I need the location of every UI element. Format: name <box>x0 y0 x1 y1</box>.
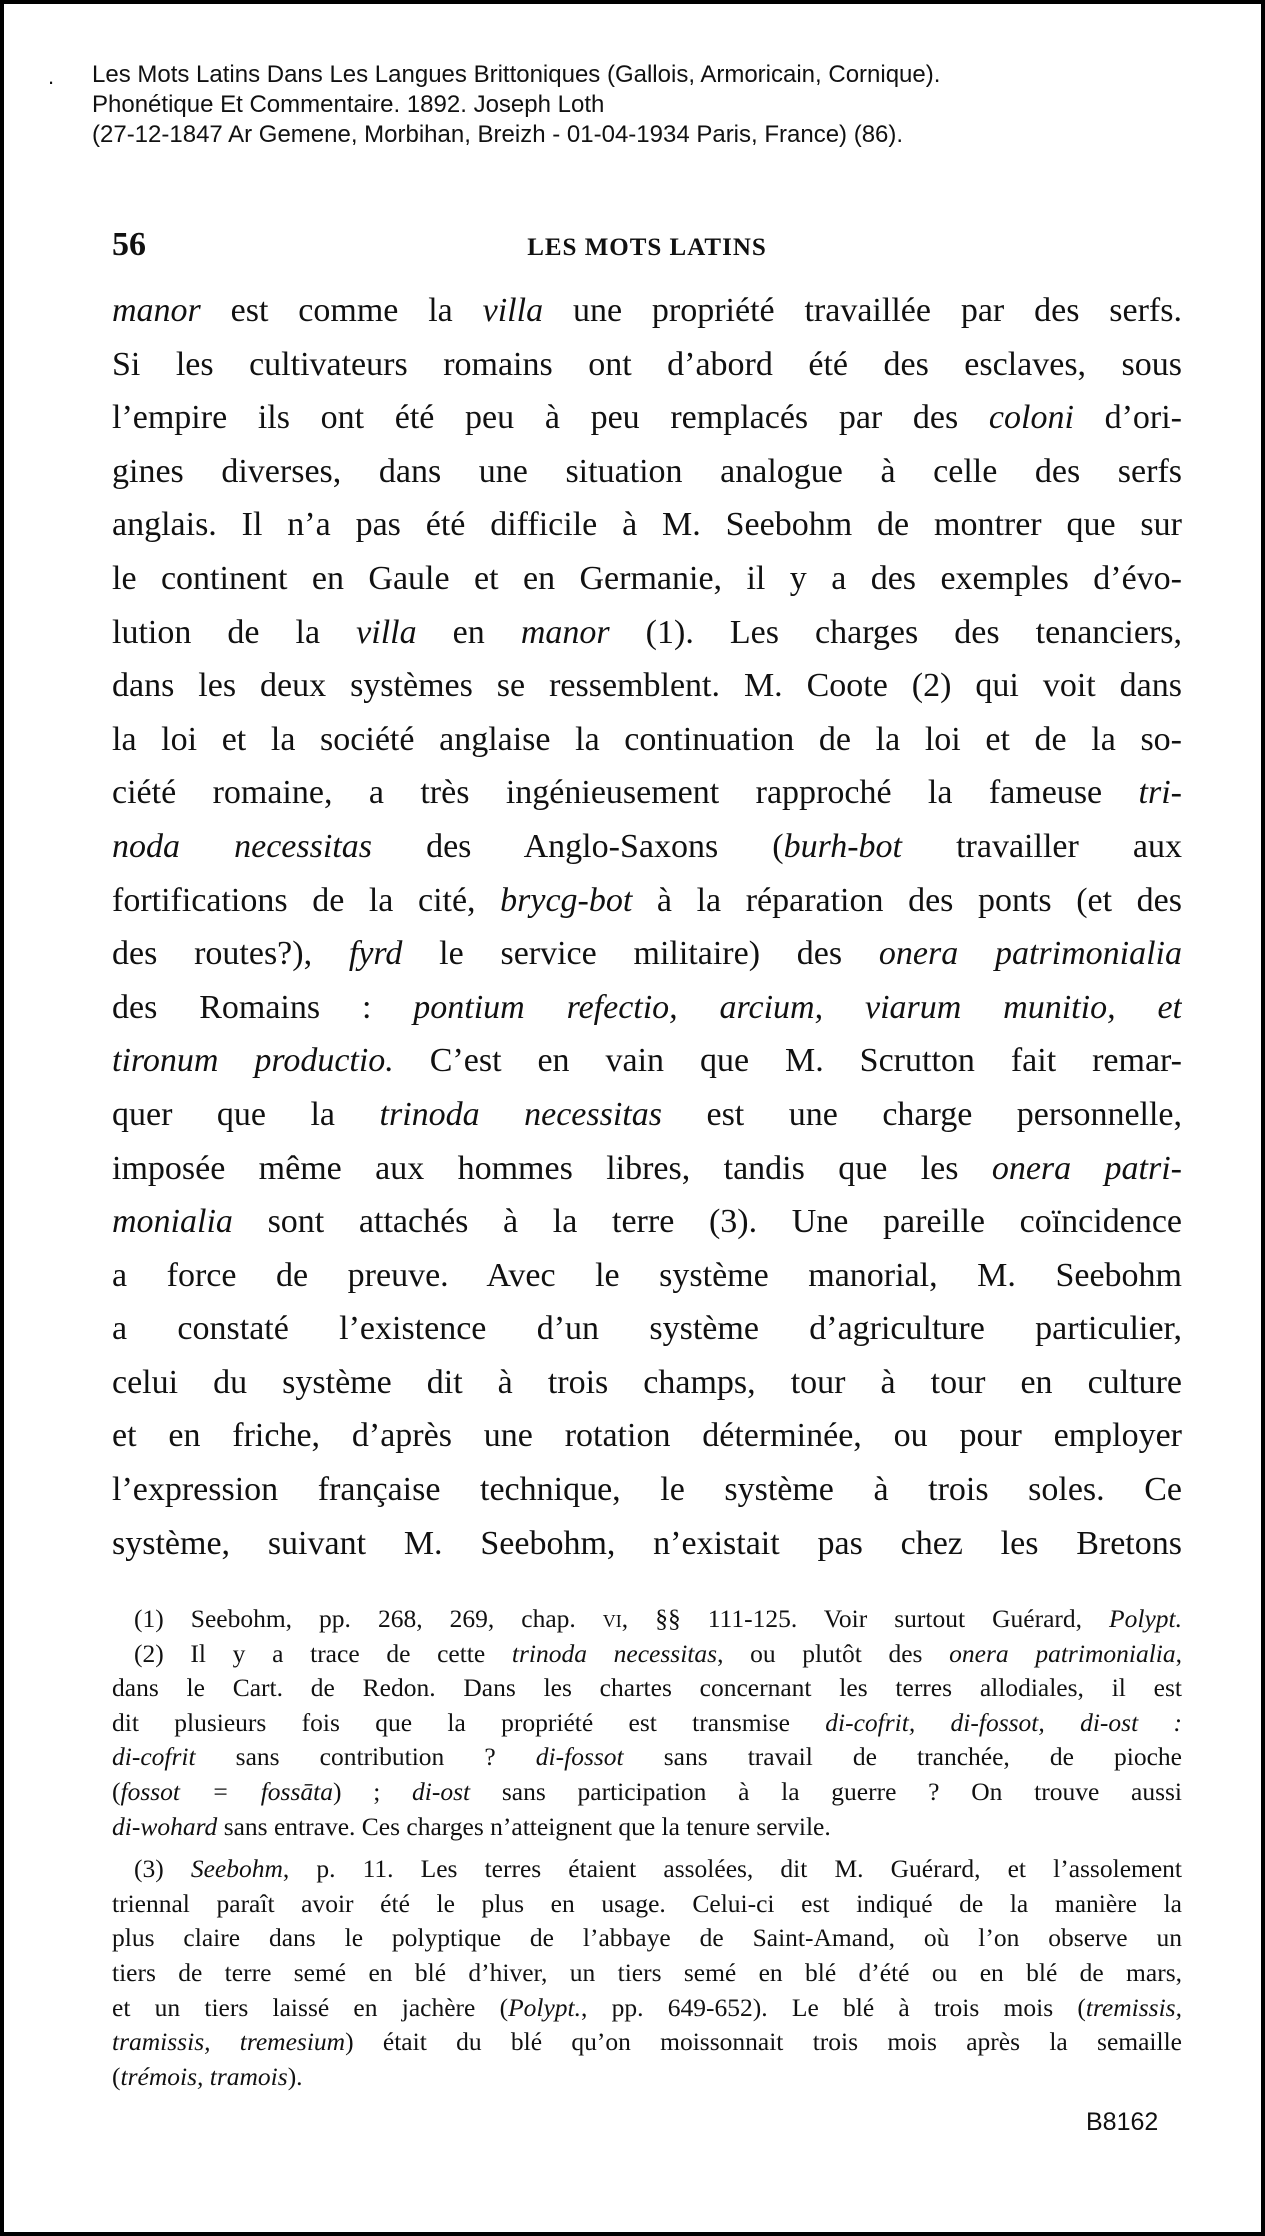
footnote-line: tiers de terre semé en blé d’hiver, un tiers semé en blé d’été ou en blé de mars, <box>112 1957 1182 1987</box>
page-header <box>112 226 1182 266</box>
text-line: quer que la trinoda necessitas est une charge personnelle, <box>112 1095 1182 1133</box>
caption-line: Phonétique Et Commentaire. 1892. Joseph Loth <box>92 91 605 118</box>
text-line: et en friche, d’après une rotation déterminée, ou pour employer <box>112 1417 1182 1455</box>
page-number: 56 <box>112 226 146 263</box>
text-line: monialia sont attachés à la terre (3). Une pareille coïncidence <box>112 1203 1182 1241</box>
text-line: ciété romaine, a très ingénieusement rapproché la fameuse tri- <box>112 774 1182 812</box>
footnote-2: (2) Il y a trace de cette trinoda necessitas, ou plutôt des onera patrimonialia, <box>134 1638 1182 1668</box>
footnote-line: plus claire dans le polyptique de l’abbaye de Saint-Amand, où l’on observe un <box>112 1923 1182 1953</box>
text-line: imposée même aux hommes libres, tandis que les onera patri- <box>112 1149 1182 1187</box>
caption-bullet: . <box>48 64 55 89</box>
running-title: LES MOTS LATINS <box>527 234 767 261</box>
text-line: l’empire ils ont été peu à peu remplacés par des coloni d’ori- <box>112 399 1182 437</box>
footnote-line: dans le Cart. de Redon. Dans les chartes concernant les terres allodiales, il est <box>112 1673 1182 1703</box>
text-line: Si les cultivateurs romains ont d’abord été des esclaves, sous <box>112 345 1182 383</box>
footnote-line: di-wohard sans entrave. Ces charges n’atteignent que la tenure servile. <box>112 1811 831 1841</box>
text-line: a constaté l’existence d’un système d’agriculture particulier, <box>112 1310 1182 1348</box>
footnote-line: di-cofrit sans contribution ? di-fossot sans travail de tranchée, de pioche <box>112 1742 1182 1772</box>
text-line: celui du système dit à trois champs, tour à tour en culture <box>112 1363 1182 1401</box>
footnote-line: tramissis, tremesium) était du blé qu’on moissonnait trois mois après la semaille <box>112 2027 1182 2057</box>
caption-line: Les Mots Latins Dans Les Langues Brittoniques (Gallois, Armoricain, Cornique). <box>92 61 941 88</box>
text-line: fortifications de la cité, brycg-bot à la réparation des ponts (et des <box>112 881 1182 919</box>
footnote-line: triennal paraît avoir été le plus en usage. Celui-ci est indiqué de la manière la <box>112 1888 1182 1918</box>
footnote-3: (3) Seebohm, p. 11. Les terres étaient assolées, dit M. Guérard, et l’assolement <box>134 1854 1182 1884</box>
footnote-line: et un tiers laissé en jachère (Polypt., pp. 649-652). Le blé à trois mois (tremissis, <box>112 1992 1182 2022</box>
source-caption <box>92 60 1212 150</box>
footnote-line: (trémois, tramois). <box>112 2061 303 2091</box>
footnote-line: (fossot = fossāta) ; di-ost sans participation à la guerre ? On trouve aussi <box>112 1776 1182 1806</box>
text-line: noda necessitas des Anglo-Saxons (burh-bot travailler aux <box>112 827 1182 865</box>
text-line: le continent en Gaule et en Germanie, il y a des exemples d’évo- <box>112 559 1182 597</box>
text-line: gines diverses, dans une situation analogue à celle des serfs <box>112 452 1182 490</box>
text-line: anglais. Il n’a pas été difficile à M. Seebohm de montrer que sur <box>112 506 1182 544</box>
footnote-line: dit plusieurs fois que la propriété est transmise di-cofrit, di-fossot, di-ost : <box>112 1707 1182 1737</box>
text-line: des routes?), fyrd le service militaire) des onera patrimonialia <box>112 935 1182 973</box>
caption-line: (27-12-1847 Ar Gemene, Morbihan, Breizh - 01-04-1934 Paris, France) (86). <box>92 121 904 148</box>
text-line: dans les deux systèmes se ressemblent. M. Coote (2) qui voit dans <box>112 667 1182 705</box>
text-line: système, suivant M. Seebohm, n’existait pas chez les Bretons <box>112 1524 1182 1562</box>
body-text <box>112 284 1182 1570</box>
footnote-1: (1) Seebohm, pp. 268, 269, chap. vi, §§ 111-125. Voir surtout Guérard, Polypt. <box>134 1604 1182 1633</box>
footnotes <box>112 1602 1182 2094</box>
text-line: a force de preuve. Avec le système manorial, M. Seebohm <box>112 1256 1182 1294</box>
text-line: l’expression française technique, le système à trois soles. Ce <box>112 1471 1182 1509</box>
text-line: la loi et la société anglaise la continuation de la loi et de la so- <box>112 720 1182 758</box>
text-line: manor est comme la villa une propriété travaillée par des serfs. <box>112 292 1182 329</box>
text-line: tironum productio. C’est en vain que M. Scrutton fait remar- <box>112 1042 1182 1080</box>
catalog-stamp: B8162 <box>1086 2108 1159 2136</box>
text-line: des Romains : pontium refectio, arcium, viarum munitio, et <box>112 988 1182 1026</box>
text-line: lution de la villa en manor (1). Les charges des tenanciers, <box>112 613 1182 651</box>
